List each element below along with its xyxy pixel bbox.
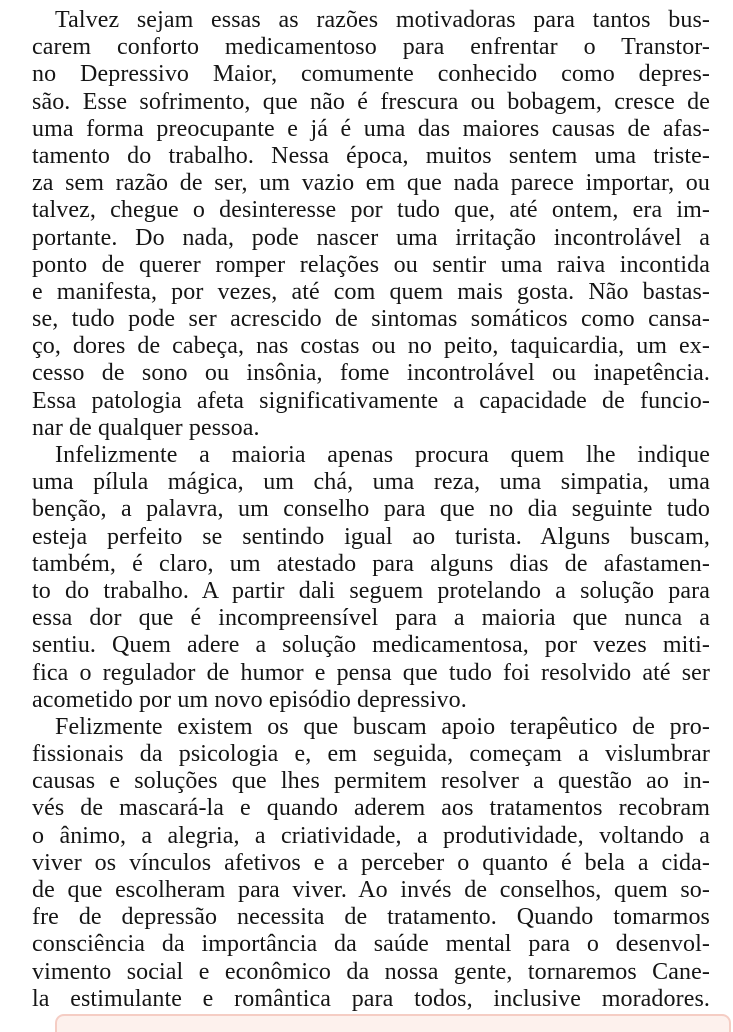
text-line: viver os vínculos afetivos e a perceber o quanto é bela a cida-	[32, 849, 710, 876]
text-line: uma forma preocupante e já é uma das maiores causas de afas-	[32, 115, 710, 142]
text-line: portante. Do nada, pode nascer uma irritação incontrolável a	[32, 224, 710, 251]
paragraph	[32, 442, 710, 714]
text-line: tamento do trabalho. Nessa época, muitos sentem uma triste-	[32, 142, 710, 169]
text-column	[32, 7, 710, 1013]
paragraph	[32, 714, 710, 1013]
text-line: cesso de sono ou insônia, fome incontrolável ou inapetência.	[32, 360, 710, 387]
text-line: e manifesta, por vezes, até com quem mais gosta. Não bastas-	[32, 278, 710, 305]
text-line: se, tudo pode ser acrescido de sintomas somáticos como cansa-	[32, 306, 710, 333]
text-line: o ânimo, a alegria, a criatividade, a produtividade, voltando a	[32, 822, 710, 849]
text-line: benção, a palavra, um conselho para que no dia seguinte tudo	[32, 496, 710, 523]
text-line: carem conforto medicamentoso para enfrentar o Transtor-	[32, 34, 710, 61]
text-line: ço, dores de cabeça, nas costas ou no peito, taquicardia, um ex-	[32, 333, 710, 360]
text-line: ponto de querer romper relações ou sentir uma raiva incontida	[32, 251, 710, 278]
text-line: fre de depressão necessita de tratamento. Quando tomarmos	[32, 904, 710, 931]
text-line: Talvez sejam essas as razões motivadoras para tantos bus-	[55, 7, 710, 33]
text-line: no Depressivo Maior, comumente conhecido como depres-	[32, 61, 710, 88]
text-line: essa dor que é incompreensível para a maioria que nunca a	[32, 605, 710, 632]
text-line: za sem razão de ser, um vazio em que nada parece importar, ou	[32, 170, 710, 197]
text-line: Infelizmente a maioria apenas procura quem lhe indique	[55, 442, 710, 468]
text-line: também, é claro, um atestado para alguns dias de afastamen-	[32, 550, 710, 577]
text-line: la estimulante e romântica para todos, inclusive moradores.	[32, 985, 710, 1012]
text-line: acometido por um novo episódio depressivo.	[32, 686, 467, 713]
paragraph	[32, 7, 710, 442]
highlight-box-top-edge	[55, 1014, 731, 1032]
text-line: sentiu. Quem adere a solução medicamentosa, por vezes miti-	[32, 632, 710, 659]
text-line: de que escolheram para viver. Ao invés de conselhos, quem so-	[32, 877, 710, 903]
text-line: to do trabalho. A partir dali seguem protelando a solução para	[32, 577, 710, 604]
text-line: nar de qualquer pessoa.	[32, 414, 260, 441]
text-line: causas e soluções que lhes permitem resolver a questão ao in-	[32, 768, 710, 795]
text-line: uma pílula mágica, um chá, uma reza, uma simpatia, uma	[32, 469, 710, 496]
text-line: são. Esse sofrimento, que não é frescura ou bobagem, cresce de	[32, 88, 710, 115]
text-line: Essa patologia afeta significativamente a capacidade de funcio-	[32, 387, 710, 414]
text-line: vimento social e econômico da nossa gente, tornaremos Cane-	[32, 958, 710, 985]
text-line: Felizmente existem os que buscam apoio terapêutico de pro-	[55, 713, 710, 740]
text-line: consciência da importância da saúde mental para o desenvol-	[32, 931, 710, 958]
text-line: talvez, chegue o desinteresse por tudo que, até ontem, era im-	[32, 197, 710, 224]
text-line: esteja perfeito se sentindo igual ao turista. Alguns buscam,	[32, 523, 710, 550]
text-line: vés de mascará-la e quando aderem aos tratamentos recobram	[32, 795, 710, 822]
text-line: fissionais da psicologia e, em seguida, começam a vislumbrar	[32, 741, 710, 768]
text-line: fica o regulador de humor e pensa que tudo foi resolvido até ser	[32, 659, 710, 686]
